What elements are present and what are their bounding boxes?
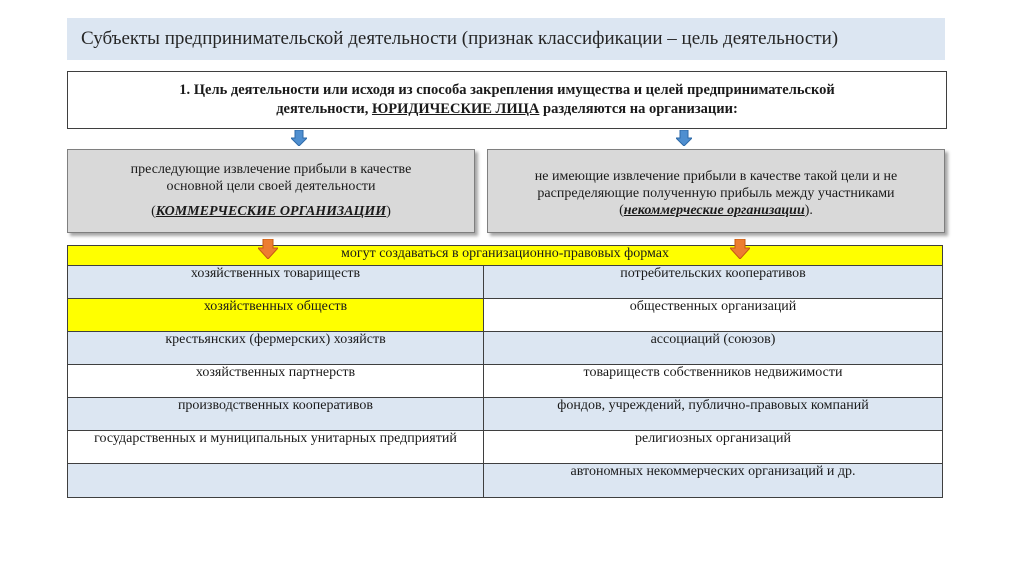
table-row [68, 431, 943, 464]
commercial-organizations-term: КОММЕРЧЕСКИЕ ОРГАНИЗАЦИИ [155, 204, 387, 219]
heading-line-1: 1. Цель деятельности или исходя из способа закрепления имущества и целей предпринимательской [179, 82, 835, 98]
table-cell: хозяйственных обществ [68, 299, 484, 332]
table-row [68, 365, 943, 398]
table-header: могут создаваться в организационно-правовых формах [68, 246, 943, 266]
down-arrow-icon [258, 239, 278, 259]
noncommercial-organizations-term: некоммерческие организации [623, 203, 805, 218]
table-row [68, 299, 943, 332]
table-row [68, 464, 943, 498]
table-cell: общественных организаций [484, 299, 943, 332]
table-cell: товариществ собственников недвижимости [484, 365, 943, 398]
table-cell: хозяйственных партнерств [68, 365, 484, 398]
down-arrow-icon [676, 130, 692, 146]
page-title: Субъекты предпринимательской деятельности (признак классификации – цель деятельности) [67, 18, 945, 60]
table-cell: фондов, учреждений, публично-правовых компаний [484, 398, 943, 431]
legal-entities-term: ЮРИДИЧЕСКИЕ ЛИЦА [371, 101, 540, 117]
table-cell: производственных кооперативов [68, 398, 484, 431]
table-cell: автономных некоммерческих организаций и др. [484, 464, 943, 498]
noncommercial-organizations-box: не имеющие извлечение прибыли в качестве такой цели и не распределяющие полученную прибыль между участниками (некоммерческие организации). [487, 149, 945, 233]
table-cell: потребительских кооперативов [484, 266, 943, 299]
table-row [68, 398, 943, 431]
table-cell: хозяйственных товариществ [68, 266, 484, 299]
table-cell: религиозных организаций [484, 431, 943, 464]
classification-heading [67, 71, 947, 129]
table-cell: государственных и муниципальных унитарных предприятий [68, 431, 484, 464]
table-row [68, 332, 943, 365]
down-arrow-icon [291, 130, 307, 146]
down-arrow-icon [730, 239, 750, 259]
table-cell: ассоциаций (союзов) [484, 332, 943, 365]
legal-forms-table [67, 245, 943, 498]
table-row [68, 266, 943, 299]
commercial-organizations-box: преследующие извлечение прибыли в качестве основной цели своей деятельности (КОММЕРЧЕСКИЕ ОРГАНИЗАЦИИ) [67, 149, 475, 233]
heading-line-2: деятельности, ЮРИДИЧЕСКИЕ ЛИЦА разделяются на организации: [276, 101, 738, 117]
table-cell [68, 464, 484, 498]
table-cell: крестьянских (фермерских) хозяйств [68, 332, 484, 365]
